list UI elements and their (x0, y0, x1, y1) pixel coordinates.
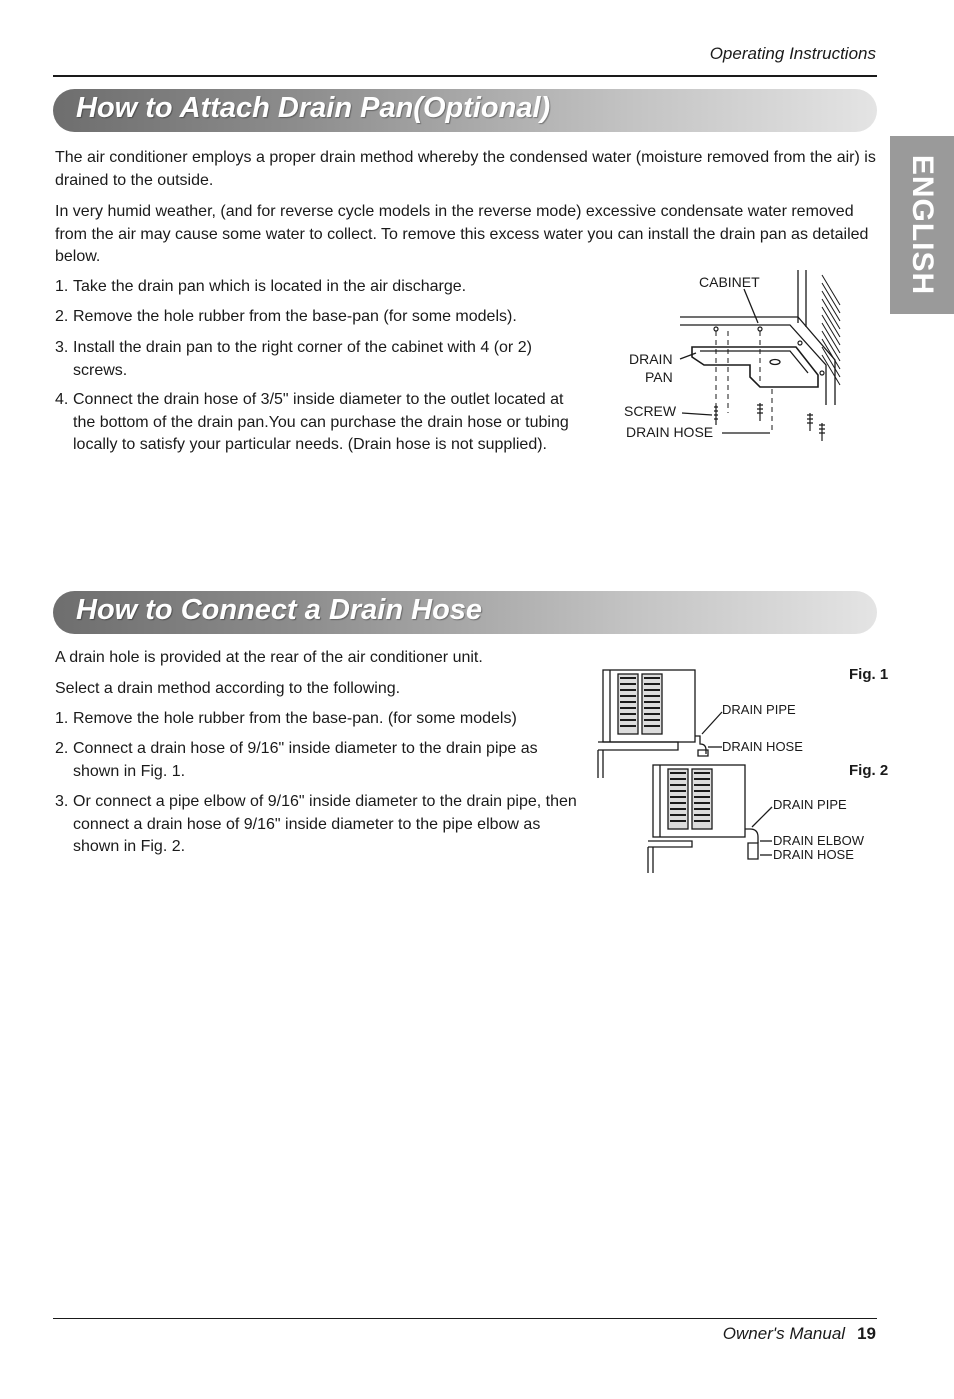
step-item (55, 389, 583, 457)
intro-paragraph: In very humid weather, (and for reverse cycle models in the reverse mode) excessive condensate water removed from the air may cause some water to collect. To remove this excess water you can install the drain pan as detailed below. (55, 203, 869, 265)
section-title-drain-hose: How to Connect a Drain Hose (76, 594, 483, 626)
page-number: 19 (857, 1324, 876, 1343)
header-divider (53, 75, 877, 77)
intro-paragraph: A drain hole is provided at the rear of the air conditioner unit. (55, 649, 483, 666)
step-number: 3. (55, 793, 69, 810)
step-number: 1. (55, 278, 69, 295)
step-item (55, 738, 585, 783)
step-item (55, 337, 580, 382)
label-drain-elbow: DRAIN ELBOW (773, 833, 865, 848)
label-drain-pipe: DRAIN PIPE (722, 702, 796, 717)
step-text: Remove the hole rubber from the base-pan. (for some models) (73, 710, 517, 727)
step-number: 2. (55, 308, 69, 325)
step-item (55, 276, 595, 299)
section-title-drain-pan: How to Attach Drain Pan(Optional) (76, 92, 551, 124)
step-item (55, 708, 585, 731)
step-number: 2. (55, 740, 69, 757)
section-banner-drain-pan (53, 89, 877, 132)
footer (723, 1324, 876, 1344)
step-number: 1. (55, 710, 69, 727)
intro-paragraph: Select a drain method according to the following. (55, 680, 401, 697)
step-number: 3. (55, 339, 69, 356)
footer-manual-title: Owner's Manual (722, 1324, 846, 1343)
label-drain-pipe: DRAIN PIPE (773, 797, 847, 812)
label-screw: SCREW (624, 403, 677, 419)
label-drain-hose: DRAIN HOSE (773, 847, 854, 862)
section-banner-drain-hose (53, 591, 877, 634)
language-tab-label: ENGLISH (906, 154, 939, 296)
fig2-label: Fig. 2 (849, 762, 889, 779)
language-tab (890, 136, 954, 314)
footer-divider (53, 1318, 877, 1319)
running-header: Operating Instructions (709, 44, 876, 63)
step-item (55, 791, 585, 859)
label-drain-hose: DRAIN HOSE (722, 739, 803, 754)
step-text: Take the drain pan which is located in the air discharge. (73, 278, 467, 295)
step-text: Install the drain pan to the right corner of the cabinet with 4 (or 2) screws. (73, 339, 532, 379)
step-item (55, 306, 595, 329)
label-drain-pan: PAN (645, 369, 673, 385)
intro-paragraph: The air conditioner employs a proper drain method whereby the condensed water (moisture removed from the air) is drained to the outside. (55, 149, 876, 189)
step-text: Connect a drain hose of 9/16" inside diameter to the drain pipe as shown in Fig. 1. (73, 740, 538, 780)
step-number: 4. (55, 391, 69, 408)
label-cabinet: CABINET (699, 274, 760, 290)
fig2-diagram (648, 763, 788, 878)
step-text: Connect the drain hose of 3/5" inside diameter to the outlet located at the bottom of the drain pan.You can purchase the drain hose or tubing locally to satisfy your particular needs. (Drain hose is not supplied). (73, 391, 569, 453)
step-text: Remove the hole rubber from the base-pan (for some models). (73, 308, 517, 325)
label-drain-hose: DRAIN HOSE (626, 424, 714, 440)
label-drain-pan: DRAIN (629, 351, 673, 367)
fig1-label: Fig. 1 (849, 666, 889, 683)
step-text: Or connect a pipe elbow of 9/16" inside diameter to the drain pipe, then connect a drain hose of 9/16" inside diameter to the pipe elbow as shown in Fig. 2. (73, 793, 577, 855)
